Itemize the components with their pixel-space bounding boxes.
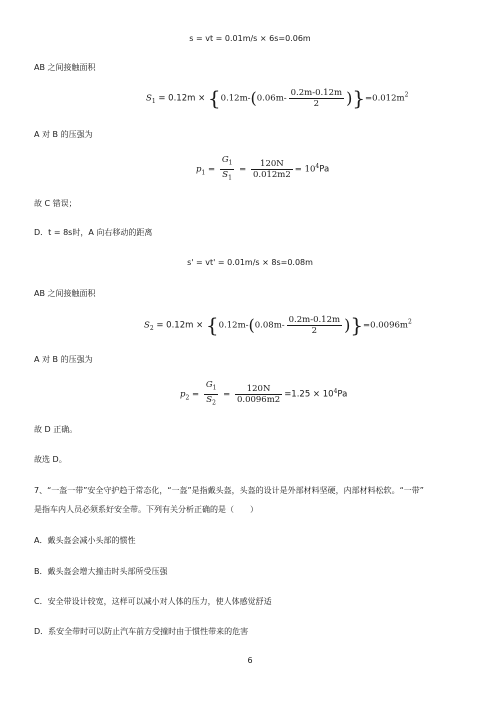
formula1-b: 0.12m- <box>220 93 251 104</box>
option-b: B．戴头盔会增大撞击时头部所受压强 <box>34 567 168 576</box>
option-d: D．系安全带时可以防止汽车前方受撞时由于惯性带来的危害 <box>34 627 249 636</box>
ab-area-label-1: AB 之间接触面积 <box>34 63 96 72</box>
formula1-result-sup: 2 <box>404 91 409 99</box>
formula2-lhs-sub: 2 <box>149 325 154 333</box>
pressure1-numerator: 120N <box>251 159 293 170</box>
a-to-b-label-2: A 对 B 的压强为 <box>34 355 93 364</box>
s2-equation: s' = vt' = 0.01m/s × 8s=0.08m <box>187 258 313 267</box>
pressure1-lhs-sub: 1 <box>201 169 206 177</box>
area-formula-2 <box>144 313 412 337</box>
pressure2-s: $S_2$ <box>206 394 216 407</box>
formula2-brace-open: { <box>205 313 219 337</box>
ab-area-label-2: AB 之间接触面积 <box>34 289 96 298</box>
s-equation: s = vt = 0.01m/s × 6s=0.06m <box>189 34 311 43</box>
pressure1-denominator: 0.012m2 <box>252 169 291 180</box>
formula1-result: =0.012m <box>365 93 405 104</box>
formula1-denominator: 2 <box>313 98 320 109</box>
pressure-formula-1: $p_1$ = $\frac{G_1}{S_1}$ = $\frac{120N}{0.012m2}$ = $10^4Pa$ <box>196 155 330 182</box>
pressure2-gs-fraction <box>204 380 219 408</box>
formula2-result-sup: 2 <box>407 318 412 326</box>
area-formula-1 <box>146 86 408 110</box>
d-intro: D．t = 8s时，A 向右移动的距离 <box>34 228 153 237</box>
pressure2-lhs: p <box>180 389 186 400</box>
answer: 故选 D。 <box>34 455 67 464</box>
formula2-lhs: S <box>144 320 150 331</box>
formula1-fraction <box>289 88 344 109</box>
pressure2-unit: Pa <box>337 389 348 400</box>
page-number: 6 <box>247 656 253 665</box>
formula1-paren-open: ( <box>250 88 257 108</box>
a-to-b-label-1: A 对 B 的压强为 <box>34 130 93 139</box>
formula1-numerator: 0.2m-0.12m <box>290 87 343 98</box>
option-a: A．戴头盔会减小头部的惯性 <box>34 536 136 545</box>
pressure1-result: = 10 <box>294 164 316 175</box>
question7-line2: 是指车内人员必须系好安全带。下列有关分析正确的是（ ） <box>34 505 258 514</box>
formula1-lhs: S <box>146 93 152 104</box>
pressure2-numerator: 120N <box>235 384 282 395</box>
pressure1-g: $G_1$ <box>220 155 235 170</box>
pressure2-lhs-sub: 2 <box>185 394 190 402</box>
pressure2-value-fraction <box>235 384 282 405</box>
pressure2-result-sup: 4 <box>333 387 338 395</box>
formula2-denominator: 2 <box>311 325 318 336</box>
formula2-result: =0.0096m <box>363 320 408 331</box>
pressure-formula-2: $p_2$ = $\frac{G_1}{S_2}$ = $\frac{120N}{0.0096m2}$ $=1.25 \times 10^4Pa$ <box>180 380 348 407</box>
d-right: 故 D 正确。 <box>34 425 78 434</box>
formula2-brace-close: } <box>350 313 364 337</box>
formula2-paren-open: ( <box>248 315 255 335</box>
pressure1-s: $S_1$ <box>222 169 232 182</box>
formula2-paren-close: ) <box>344 315 351 335</box>
formula2-c: 0.08m- <box>254 320 285 331</box>
pressure2-result: =1.25 × 10 <box>284 389 334 400</box>
formula1-brace-close: } <box>352 86 366 110</box>
formula2-a: = 0.12m × <box>156 320 206 331</box>
pressure2-g: $G_1$ <box>204 380 219 395</box>
c-wrong: 故 C 错误； <box>34 199 77 208</box>
formula2-numerator: 0.2m-0.12m <box>288 314 341 325</box>
formula2-b: 0.12m- <box>218 320 249 331</box>
question7-line1: 7、“一盔一带”安全守护趋于常态化，“一盔”是指戴头盔，头盔的设计是外部材料坚硬，内部材料松软。“一带” <box>34 486 424 495</box>
option-c: C．安全带设计较宽，这样可以减小对人体的压力，使人体感觉舒适 <box>34 597 272 606</box>
formula1-paren-close: ) <box>346 88 353 108</box>
formula1-c: 0.06m- <box>256 93 287 104</box>
formula1-lhs-sub: 1 <box>151 98 156 106</box>
pressure1-value-fraction <box>251 159 293 180</box>
pressure1-gs-fraction <box>220 155 235 183</box>
pressure1-result-sup: 4 <box>315 162 320 170</box>
pressure1-unit: Pa <box>319 164 330 175</box>
formula1-a: = 0.12m × <box>158 93 208 104</box>
formula2-fraction <box>287 315 342 336</box>
pressure2-denominator: 0.0096m2 <box>236 394 281 405</box>
pressure1-lhs: p <box>196 164 202 175</box>
formula1-brace-open: { <box>207 86 221 110</box>
